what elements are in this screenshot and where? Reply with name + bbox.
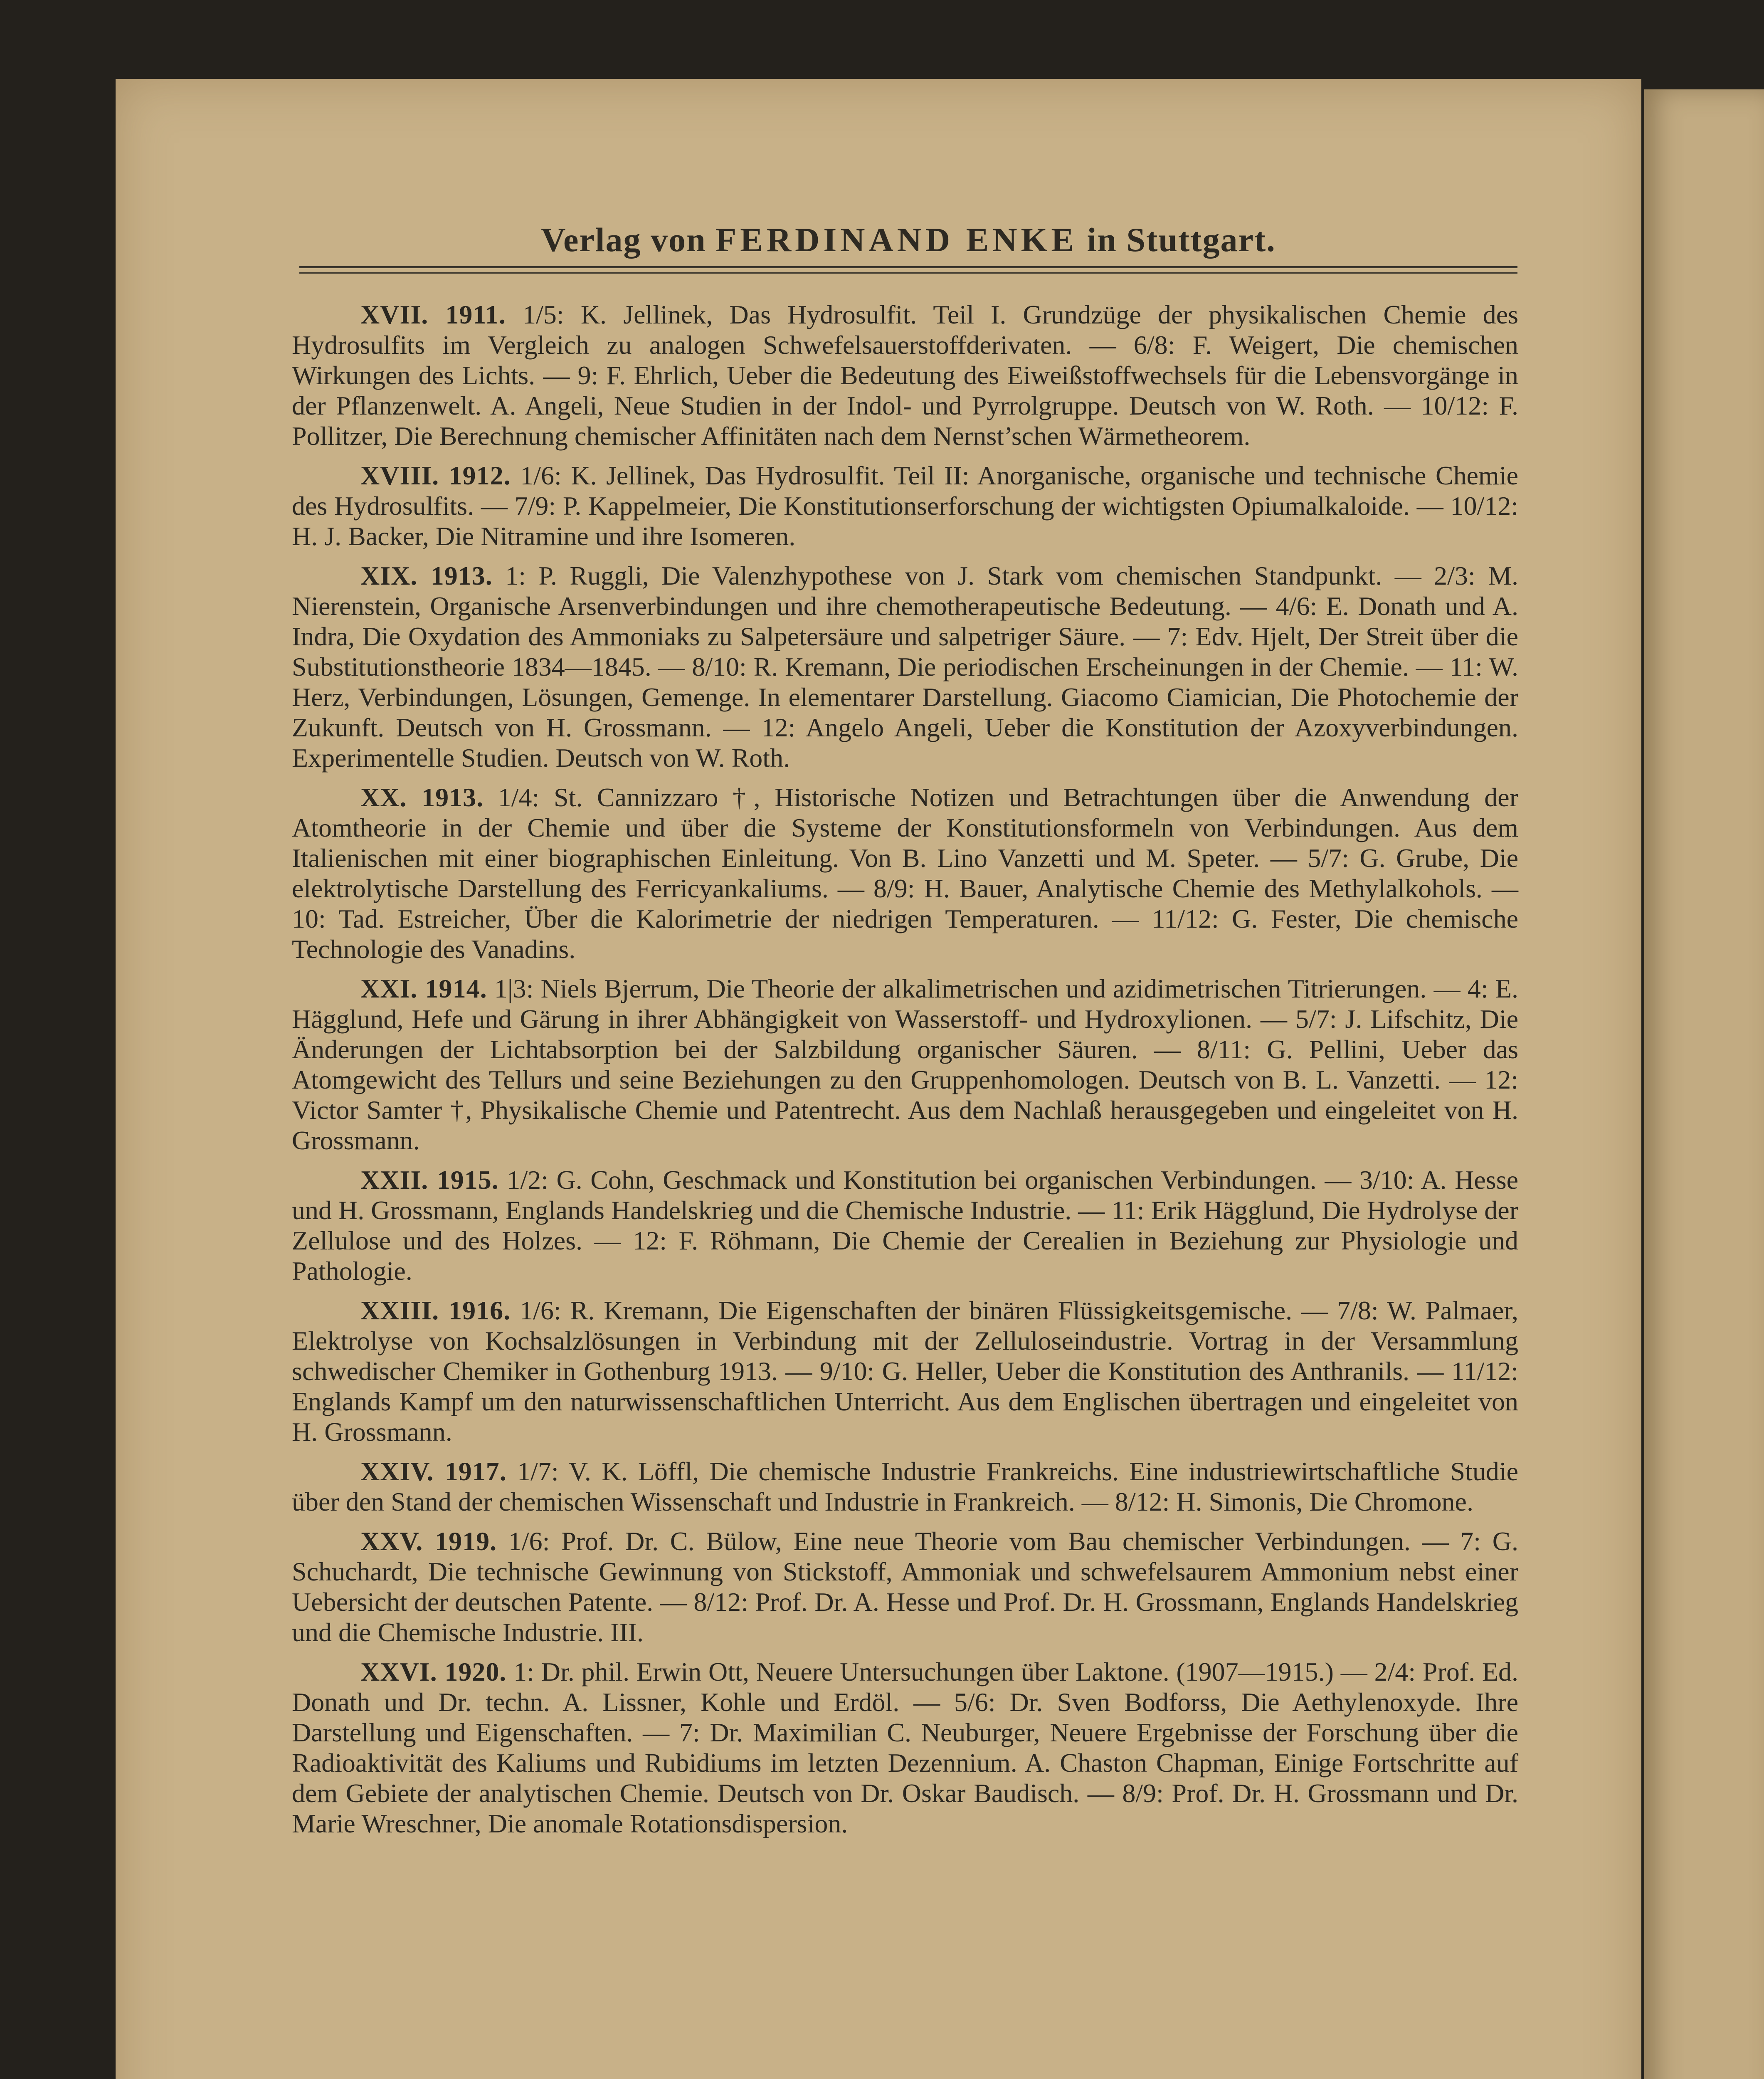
volume-text: 1/4: St. Cannizzaro †, Historische Notizen und Betrachtungen über die Anwendung der Atomtheorie in der Chemie und über die Systeme der Konstitutionsformeln von Verbindungen. Aus dem Italienischen mit einer biographischen Einleitung. Von B. Lino Vanzetti und M. Speter. — 5/7: G. Grube, Die elektrolytische Darstellung des Ferricyankaliums. — 8/9: H. Bauer, Analytische Chemie des Methylalkohols. — 10: Tad. Estreicher, Über die Kalorimetrie der niedrigen Temperaturen. — 11/12: G. Fester, Die chemische Technologie des Vanadins. — [292, 783, 1519, 964]
volume-text: 1: P. Ruggli, Die Valenzhypothese von J. Stark vom chemischen Standpunkt. — 2/3: M. Nierenstein, Organische Arsenverbindungen und ihre chemotherapeutische Bedeutung. — 4/6: E. Donath und A. Indra, Die Oxydation des Ammoniaks zu Salpetersäure und salpetriger Säure. — 7: Edv. Hjelt, Der Streit über die Substitutionstheorie 1834—1845. — 8/10: R. Kremann, Die periodischen Erscheinungen in der Chemie. — 11: W. Herz, Verbindungen, Lösungen, Gemenge. In elementarer Darstellung. Giacomo Ciamician, Die Photochemie der Zukunft. Deutsch von H. Grossmann. — 12: Angelo Angeli, Ueber die Konstitution der Azoxyverbindungen. Experimentelle Studien. Deutsch von W. Roth. — [292, 561, 1519, 773]
header-rule-thick — [299, 266, 1517, 268]
volume-entry — [292, 560, 1518, 773]
volume-text: 1/6: R. Kremann, Die Eigenschaften der binären Flüssigkeitsgemische. — 7/8: W. Palmaer, Elektrolyse von Kochsalzlösungen in Verbindung mit der Zelluloseindustrie. Vortrag in der Versammlung schwedischer Chemiker in Gothenburg 1913. — 9/10: G. Heller, Ueber die Konstitution des Anthranils. — 11/12: Englands Kampf um den naturwissenschaftlichen Unterricht. Aus dem Englischen übertragen und eingeleitet von H. Grossmann. — [292, 1296, 1519, 1447]
publisher-header — [299, 220, 1517, 259]
catalog-listing — [292, 299, 1518, 1848]
volume-heading: XXIII. 1916. — [360, 1296, 511, 1325]
volume-heading: XXV. 1919. — [360, 1526, 497, 1556]
volume-text: 1/2: G. Cohn, Geschmack und Konstitution bei organischen Verbindungen. — 3/10: A. Hesse und H. Grossmann, Englands Handelskrieg und die Chemische Industrie. — 11: Erik Hägglund, Die Hydrolyse der Zellulose und des Holzes. — 12: F. Röhmann, Die Chemie der Cerealien in Beziehung zur Physiologie und Pathologie. — [292, 1165, 1519, 1286]
volume-heading: XIX. 1913. — [360, 561, 493, 590]
volume-text: 1|3: Niels Bjerrum, Die Theorie der alkalimetrischen und azidimetrischen Titrierungen. — 4: E. Hägglund, Hefe und Gärung in ihrer Abhängigkeit von Wasserstoff- und Hydroxylionen. — 5/7: J. Lifschitz, Die Änderungen der Lichtabsorption bei der Salzbildung organischer Säuren. — 8/11: G. Pellini, Ueber das Atomgewicht des Tellurs und seine Beziehungen zu den Gruppenhomologen. Deutsch von B. L. Vanzetti. — 12: Victor Samter †, Physikalische Chemie und Patentrecht. Aus dem Nachlaß herausgegeben und eingeleitet von H. Grossmann. — [292, 974, 1518, 1155]
volume-entry — [292, 1295, 1518, 1447]
volume-entry — [292, 973, 1518, 1156]
volume-entry — [292, 782, 1518, 964]
volume-text: 1/6: Prof. Dr. C. Bülow, Eine neue Theorie vom Bau chemischer Verbindungen. — 7: G. Schuchardt, Die technische Gewinnung von Stickstoff, Ammoniak und schwefelsaurem Ammonium nebst einer Uebersicht der deutschen Patente. — 8/12: Prof. Dr. A. Hesse und Prof. Dr. H. Grossmann, Englands Handelskrieg und die Chemische Industrie. III. — [292, 1526, 1518, 1647]
volume-text: 1: Dr. phil. Erwin Ott, Neuere Untersuchungen über Laktone. (1907—1915.) — 2/4: Prof. Ed. Donath und Dr. techn. A. Lissner, Kohle und Erdöl. — 5/6: Dr. Sven Bodforss, Die Aethylenoxyde. Ihre Darstellung und Eigenschaften. — 7: Dr. Maximilian C. Neuburger, Neuere Ergebnisse der Forschung über die Radioaktivität des Kaliums und Rubidiums im letzten Dezennium. A. Chaston Chapman, Einige Fortschritte auf dem Gebiete der analytischen Chemie. Deutsch von Dr. Oskar Baudisch. — 8/9: Prof. Dr. H. Grossmann und Dr. Marie Wreschner, Die anomale Rotationsdispersion. — [292, 1657, 1519, 1838]
volume-heading: XXVI. 1920. — [360, 1657, 507, 1686]
volume-text: 1/7: V. K. Löffl, Die chemische Industrie Frankreichs. Eine industriewirtschaftliche Studie über den Stand der chemischen Wissenschaft und Industrie in Frankreich. — 8/12: H. Simonis, Die Chromone. — [292, 1457, 1519, 1516]
volume-entry — [292, 1657, 1518, 1839]
volume-heading: XXII. 1915. — [360, 1165, 499, 1195]
volume-text: 1/5: K. Jellinek, Das Hydrosulfit. Teil I. Grundzüge der physikalischen Chemie des Hydrosulfits im Vergleich zu analogen Schwefelsauerstoffderivaten. — 6/8: F. Weigert, Die chemischen Wirkungen des Lichts. — 9: F. Ehrlich, Ueber die Bedeutung des Eiweißstoffwechsels für die Lebensvorgänge in der Pflanzenwelt. A. Angeli, Neue Studien in der Indol- und Pyrrolgruppe. Deutsch von W. Roth. — 10/12: F. Pollitzer, Die Berechnung chemischer Affinitäten nach dem Nernst’schen Wärmetheorem. — [292, 300, 1519, 451]
volume-text: 1/6: K. Jellinek, Das Hydrosulfit. Teil II: Anorganische, organische und technische Chemie des Hydrosulfits. — 7/9: P. Kappelmeier, Die Konstitutionserforschung der wichtigsten Opiumalkaloide. — 10/12: H. J. Backer, Die Nitramine und ihre Isomeren. — [292, 461, 1519, 551]
publisher-name: FERDINAND ENKE — [715, 221, 1078, 259]
volume-heading: XVIII. 1912. — [360, 461, 511, 490]
volume-entry — [292, 460, 1518, 551]
volume-entry — [292, 1456, 1518, 1517]
header-rule-thin — [299, 272, 1517, 274]
facing-page-edge — [1644, 89, 1764, 2079]
volume-heading: XXIV. 1917. — [360, 1457, 507, 1486]
volume-heading: XX. 1913. — [360, 783, 484, 812]
header-pre: Verlag von — [541, 221, 706, 259]
volume-heading: XVII. 1911. — [360, 300, 506, 329]
volume-entry — [292, 1526, 1518, 1647]
volume-heading: XXI. 1914. — [360, 974, 487, 1003]
volume-entry — [292, 299, 1518, 451]
volume-entry — [292, 1165, 1518, 1286]
header-post: in Stuttgart. — [1087, 221, 1276, 259]
